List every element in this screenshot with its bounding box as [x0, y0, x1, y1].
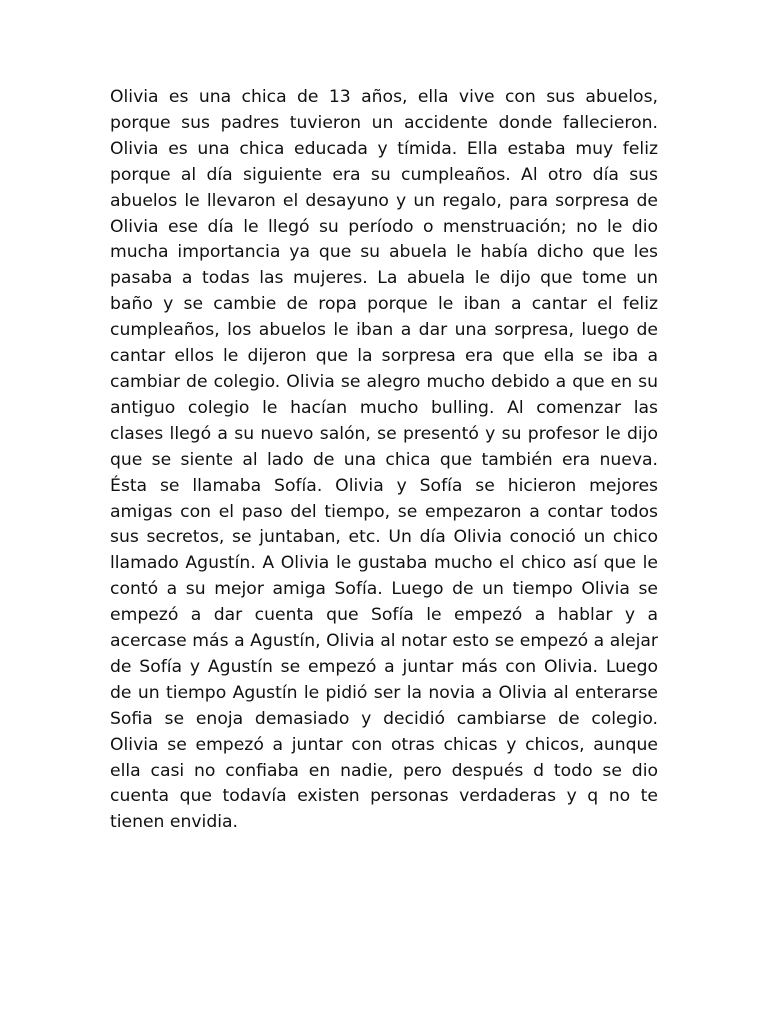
story-paragraph: Olivia es una chica de 13 años, ella vive con sus abuelos, porque sus padres tuvieron un accidente donde fallecieron. Olivia es una chica educada y tímida. Ella estaba muy feliz porque al día siguiente era su cumpleaños. Al otro día sus abuelos le llevaron el desayuno y un regalo, para sorpresa de Olivia ese día le llegó su período o menstruación; no le dio mucha importancia ya que su abuela le había dicho que les pasaba a todas las mujeres. La abuela le dijo que tome un baño y se cambie de ropa porque le iban a cantar el feliz cumpleaños, los abuelos le iban a dar una sorpresa, luego de cantar ellos le dijeron que la sorpresa era que ella se iba a cambiar de colegio. Olivia se alegro mucho debido a que en su antiguo colegio le hacían mucho bulling. Al comenzar las clases llegó a su nuevo salón, se presentó y su profesor le dijo que se siente al lado de una chica que también era nueva. Ésta se llamaba Sofía. Olivia y Sofía se hicieron mejores amigas con el paso del tiempo, se empezaron a contar todos sus secretos, se juntaban, etc. Un día Olivia conoció un chico llamado Agustín. A Olivia le gustaba mucho el chico así que le contó a su mejor amiga Sofía. Luego de un tiempo Olivia se empezó a dar cuenta que Sofía le empezó a hablar y a acercase más a Agustín, Olivia al notar esto se empezó a alejar de Sofía y Agustín se empezó a juntar más con Olivia. Luego de un tiempo Agustín le pidió ser la novia a Olivia al enterarse Sofia se enoja demasiado y decidió cambiarse de colegio. Olivia se empezó a juntar con otras chicas y chicos, aunque ella casi no confiaba en nadie, pero después d todo se dio cuenta que todavía existen personas verdaderas y q no te tienen envidia. — [110, 87, 658, 833]
